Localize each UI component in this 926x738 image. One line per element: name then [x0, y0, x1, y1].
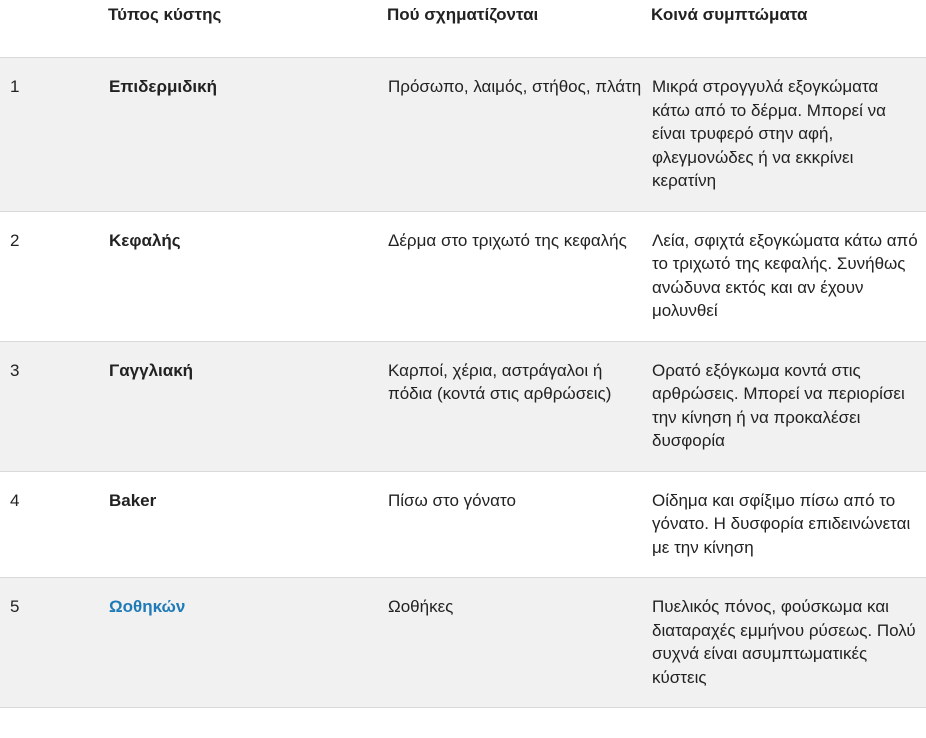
cyst-symptoms: Ορατό εξόγκωμα κοντά στις αρθρώσεις. Μπορεί να περιορίσει την κίνηση ή να προκαλέσει δυσφορία — [652, 360, 905, 450]
cyst-symptoms: Πυελικός πόνος, φούσκωμα και διαταραχές εμμήνου ρύσεως. Πολύ συχνά είναι ασυμπτωματικές κύστεις — [652, 597, 916, 687]
cyst-location: Δέρμα στο τριχωτό της κεφαλής — [388, 230, 627, 250]
header-row — [0, 0, 926, 58]
row-number: 1 — [10, 77, 20, 96]
cyst-symptoms: Οίδημα και σφίξιμο πίσω από το γόνατο. Η δυσφορία επιδεινώνεται με την κίνηση — [652, 490, 911, 557]
cyst-location: Καρποί, χέρια, αστράγαλοι ή πόδια (κοντά στις αρθρώσεις) — [388, 360, 612, 403]
header-number — [0, 0, 108, 58]
cyst-symptoms: Μικρά στρογγυλά εξογκώματα κάτω από το δέρμα. Μπορεί να είναι τρυφερό στην αφή, φλεγμονώδες ή να εκκρίνει κερατίνη — [652, 77, 886, 190]
header-symptoms: Κοινά συμπτώματα — [651, 5, 808, 24]
row-number: 4 — [10, 490, 20, 510]
table-row — [0, 58, 926, 212]
cyst-type: Γαγγλιακή — [109, 360, 194, 380]
row-number: 5 — [10, 597, 20, 616]
cyst-type: Baker — [109, 490, 157, 510]
cyst-type: Επιδερμιδική — [109, 77, 217, 96]
header-cyst-type: Τύπος κύστης — [108, 5, 222, 24]
table-row — [0, 211, 926, 341]
cyst-type-cell — [108, 578, 387, 708]
header-location: Πού σχηματίζονται — [387, 5, 539, 24]
cyst-location: Ωοθήκες — [388, 597, 454, 616]
table-header — [0, 0, 926, 58]
table-row — [0, 471, 926, 578]
cyst-type: Κεφαλής — [109, 230, 181, 250]
table-row — [0, 341, 926, 471]
cyst-symptoms: Λεία, σφιχτά εξογκώματα κάτω από το τριχωτό της κεφαλής. Συνήθως ανώδυνα εκτός και αν έχουν μολυνθεί — [652, 230, 918, 320]
row-number: 2 — [10, 230, 20, 250]
table-row — [0, 578, 926, 708]
cyst-location: Πίσω στο γόνατο — [388, 490, 516, 510]
cyst-location: Πρόσωπο, λαιμός, στήθος, πλάτη — [388, 77, 642, 96]
row-number: 3 — [10, 360, 20, 380]
ovarian-cyst-link[interactable]: Ωοθηκών — [109, 597, 186, 616]
table-body — [0, 58, 926, 708]
